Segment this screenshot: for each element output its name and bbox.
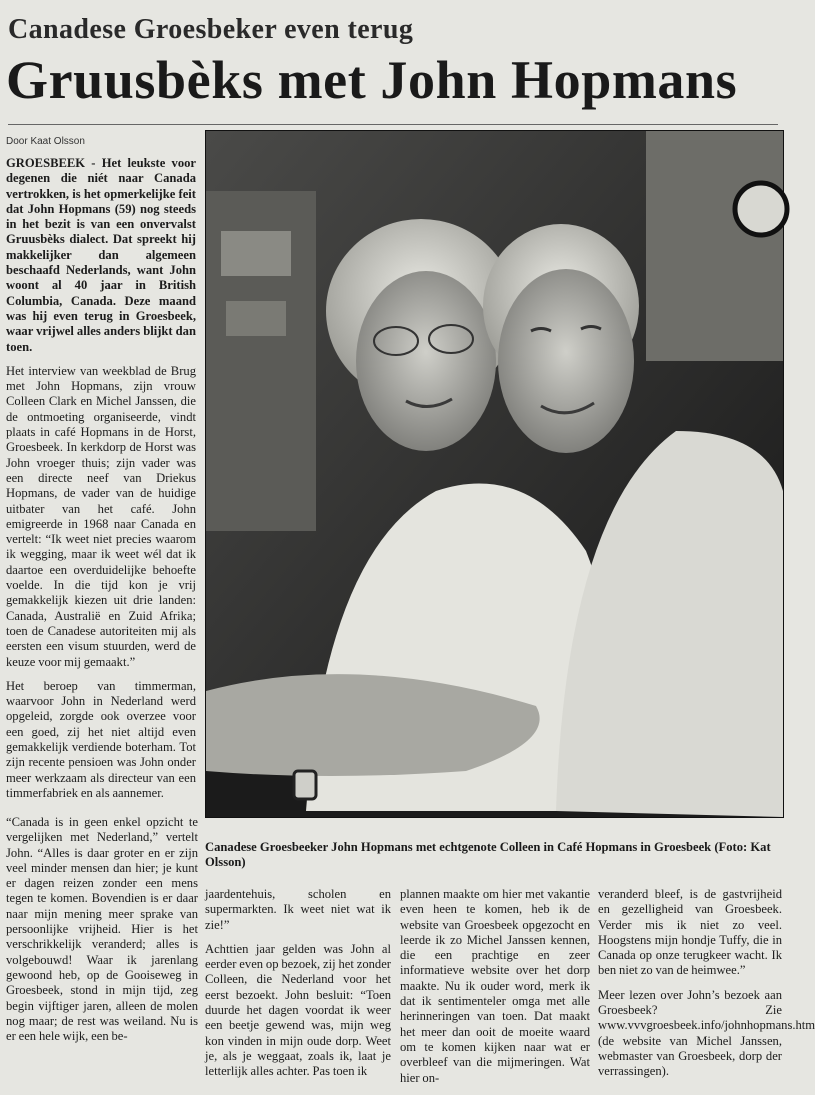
body-paragraph: Achttien jaar gelden was John al eerder even op bezoek, zij het zonder Colleen, die Nederland voor het eerst bezoekt. John besluit: “Toen duurde het dagen voordat ik weer een beetje gewend was, mijn weg kon vinden in mijn oude dorp. Weet je, als je weggaat, zoals ik, laat je letterlijk alles achter. Pas toen ik: [205, 941, 391, 1079]
article-headline: Gruusbèks met John Hopmans: [6, 50, 738, 110]
article-column-2: [205, 887, 391, 1089]
byline: Door Kaat Olsson: [6, 136, 85, 147]
article-column-1: [6, 156, 196, 810]
body-paragraph: veranderd bleef, is de gastvrijheid en gezelligheid van Groesbeek. Verder mis ik niet zo veel. Hoogstens mijn hondje Tuffy, die in Canada op onze terugkeer wacht. Ik ben niet zo van de heimwee.”: [598, 887, 782, 978]
body-paragraph: “Canada is in geen enkel opzicht te vergelijken met Nederland,” vertelt John. “Alles is daar groter en er zijn veel minder mensen dan hier; je kunt er dagen reizen zonder een mens tegen te komen. Bovendien is er daar naar mijn mening meer sprake van persoonlijke vrijheid. Hier is het verschrikkelijk veranderd; alles is volgebouwd! Waar ik jarenlang gewoond heb, op de Gooiseweg in Groesbeek, stond in mijn tijd, zeg begin vijftiger jaren, alleen de molen nog maar; de rest was weiland. Nu is er een hele wijk, een be-: [6, 815, 198, 1044]
article-kicker: Canadese Groesbeker even terug: [8, 14, 414, 45]
body-paragraph: jaardentehuis, scholen en supermarkten. Ik weet niet wat ik zie!”: [205, 887, 391, 932]
article-column-4: [598, 887, 815, 1089]
couple-photo-illustration: [206, 131, 783, 817]
body-paragraph: Meer lezen over John’s bezoek aan Groesbeek? Zie www.vvvgroesbeek.info/johnhopmans.htm (de website van Michel Janssen, webmaster van Groesbeek, dorp der verrassingen).: [598, 987, 815, 1079]
header-rule: [8, 124, 778, 125]
intro-paragraph: GROESBEEK - Het leukste voor degenen die niét naar Canada vertrokken, is het opmerkelijke feit dat John Hopmans (59) nog steeds in het bezit is van een onvervalst Gruusbèks dialect. Dat spreekt hij makkelijker dan algemeen beschaafd Nederlands, want John woont al 40 jaar in British Columbia, Canada. Deze maand was hij even terug in Groesbeek, waar vrijwel alles anders blijkt dan toen.: [6, 156, 196, 354]
body-paragraph: plannen maakte om hier met vakantie even heen te komen, heb ik de website van Groesbeek opgezocht en leerde ik zo Michel Janssen kennen, die een prachtige en zeer informatieve website over het dorp maakte. Nu ik ouder word, merk ik dat ik sentimenteler omga met alle herinneringen van toen. Dat maakt het meer dan ooit de moeite waard om te komen kijken naar wat er overbleef van die mijmeringen. Wat hier on-: [400, 887, 590, 1085]
body-paragraph: Het interview van weekblad de Brug met John Hopmans, zijn vrouw Colleen Clark en Michel Janssen, die de ontmoeting organiseerde, vindt plaats in café Hopmans in de Horst, Groesbeek. In kerkdorp de Horst was John vroeger thuis; zijn vader was een directe neef van Driekus Hopmans, de vader van de huidige uitbater van het café. John emigreerde in 1968 naar Canada en vertelt: “Ik weet niet precies waarom ik wegging, maar ik weet wél dat ik daartoe een overduidelijke behoefte voelde. In die tijd kon je vrij gemakkelijk kiezen uit drie landen: Canada, Australië en Zuid Afrika; toen de Canadese autoriteiten mij als eersten een visum stuurden, werd de keuze voor mij gemaakt.”: [6, 363, 196, 669]
article-column-3: [400, 887, 590, 1095]
body-paragraph: Het beroep van timmerman, waarvoor John in Nederland werd opgeleid, zorgde ook overzee voor een goed, zij het niet altijd even gemakkelijk verdiende boterham. Tot zijn recente pensioen was John onder meer werkzaam als directeur van een timmerfabriek en als aannemer.: [6, 678, 196, 800]
photo: [205, 130, 784, 818]
article-column-1b: [6, 815, 198, 1053]
photo-caption: Canadese Groesbeeker John Hopmans met echtgenote Colleen in Café Hopmans in Groesbeek (Foto: Kat Olsson): [205, 840, 771, 869]
